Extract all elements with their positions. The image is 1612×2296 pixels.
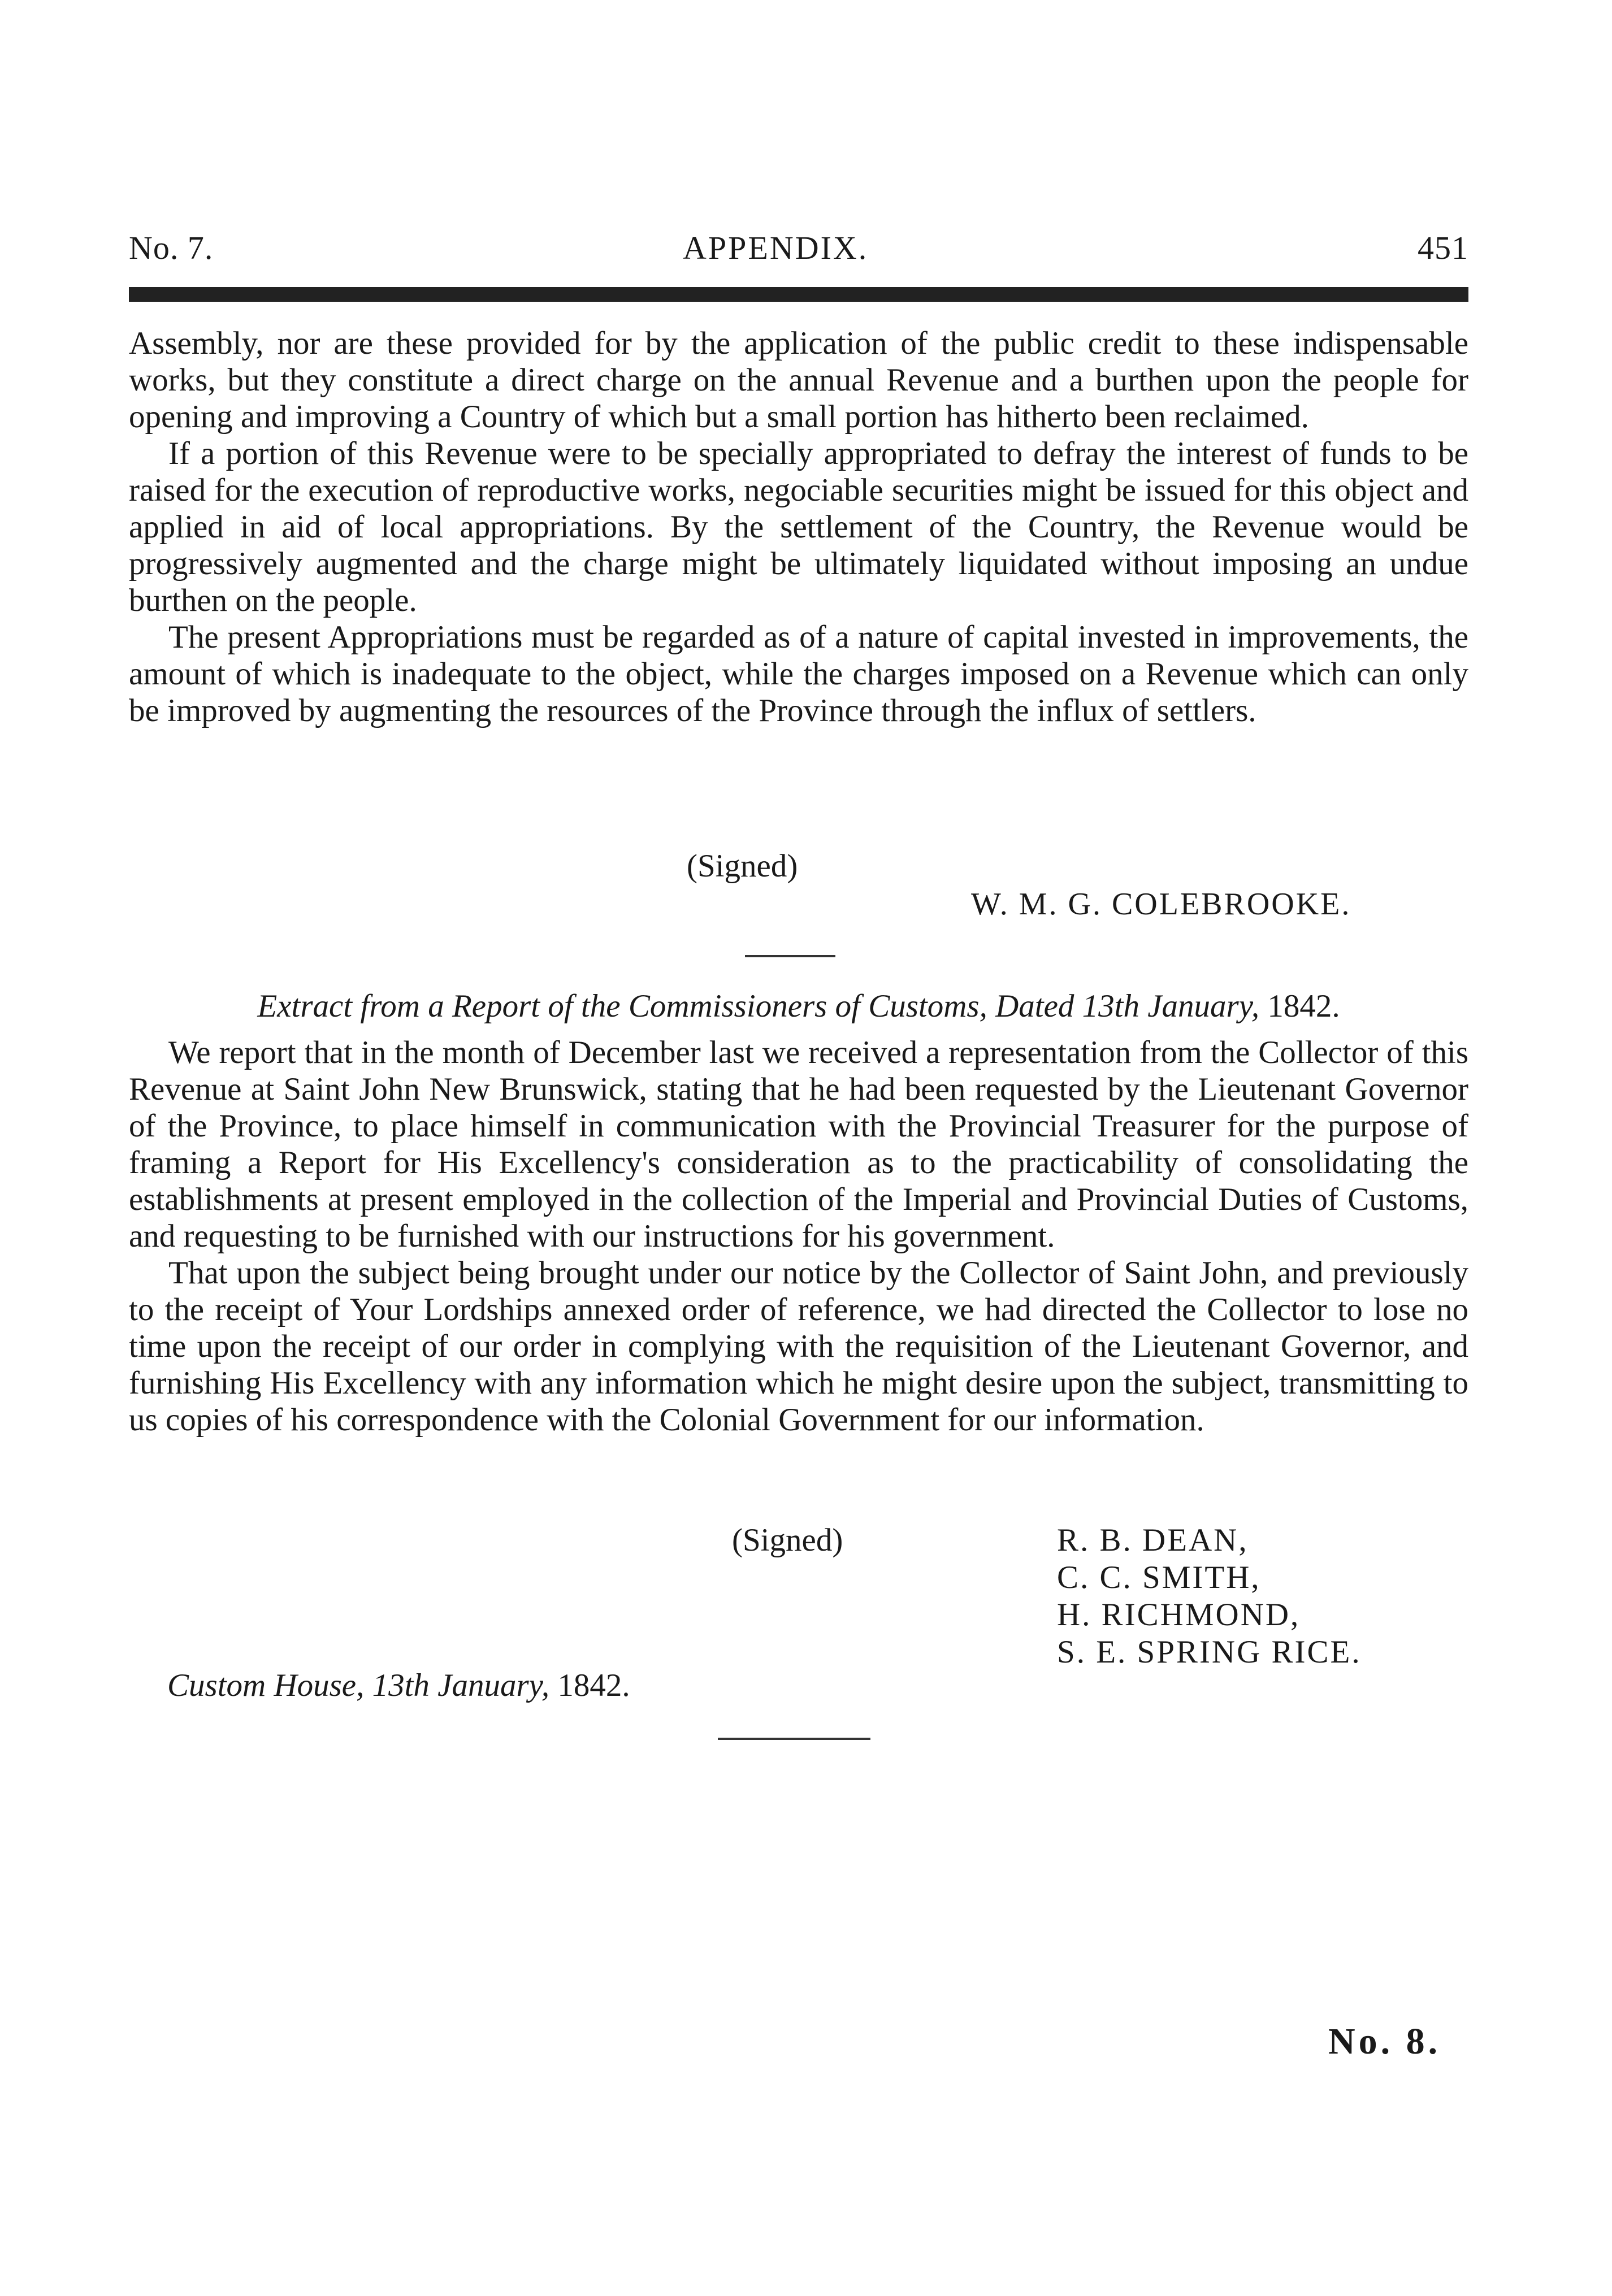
dateline-year: 1842. [557,1668,630,1703]
signers-list [1057,1522,1362,1671]
extract-title [129,988,1468,1025]
next-section-label: No. 8. [1328,2021,1441,2062]
signer: C. C. SMITH, [1057,1560,1261,1595]
extract-title-text: Extract from a Report of the Commissioners of Customs, Dated [257,988,1074,1024]
header-rule [129,287,1468,302]
paragraph: Assembly, nor are these provided for by the application of the public credit to these indispensable works, but they constitute a direct charge on the annual Revenue and a burthen upon the people for opening and improving a Country of which but a small portion has hitherto been reclaimed. [129,325,1468,435]
header-number: No. 7. [129,229,214,266]
signed-label: (Signed) [687,848,798,884]
paragraph: We report that in the month of December last we received a representation from the Collector of this Revenue at Saint John New Brunswick, stating that he had been requested by the Lieutenant Governor of the Province, to place himself in communication with the Provincial Treasurer for the purpose of framing a Report for His Excellency's consideration as to the practicability of consolidating the establishments at present employed in the collection of the Imperial and Provincial Duties of Customs, and requesting to be furnished with our instructions for his government. [129,1035,1468,1254]
page-header [129,229,1468,274]
signer: H. RICHMOND, [1057,1597,1301,1633]
signed-label-2: (Signed) [732,1522,843,1558]
section2-text [129,1034,1468,1438]
dateline-text: Custom House, 13th January, [167,1668,550,1703]
paragraph: That upon the subject being brought under our notice by the Collector of Saint John, and previously to the receipt of Your Lordships annexed order of reference, we had directed the Collector to lose no time upon the receipt of our order in complying with the requisition of the Lieutenant Governor, and furnishing His Excellency with any information which he might desire upon the subject, transmitting to us copies of his correspondence with the Colonial Government for our information. [129,1255,1468,1438]
dateline [167,1667,630,1704]
signer: S. E. SPRING RICE. [1057,1634,1362,1670]
extract-title-year: 1842. [1267,988,1340,1024]
section-divider [745,955,835,957]
extract-title-date: 13th January, [1082,988,1260,1024]
section1-text [129,325,1468,729]
signer: R. B. DEAN, [1057,1522,1249,1558]
signatory-name: W. M. G. COLEBROOKE. [971,887,1351,922]
paragraph: If a portion of this Revenue were to be specially appropriated to defray the interest of funds to be raised for the execution of reproductive works, negociable securities might be issued for this object and applied in aid of local appropriations. By the settlement of the Country, the Revenue would be progressively augmented and the charge might be ultimately liquidated without imposing an undue burthen on the people. [129,436,1468,618]
paragraph: The present Appropriations must be regarded as of a nature of capital invested in improvements, the amount of which is inadequate to the object, while the charges imposed on a Revenue which can only be improved by augmenting the resources of the Province through the influx of settlers. [129,619,1468,728]
section-divider-2 [718,1738,870,1740]
page-number: 451 [1418,229,1468,266]
header-title: APPENDIX. [683,229,869,266]
